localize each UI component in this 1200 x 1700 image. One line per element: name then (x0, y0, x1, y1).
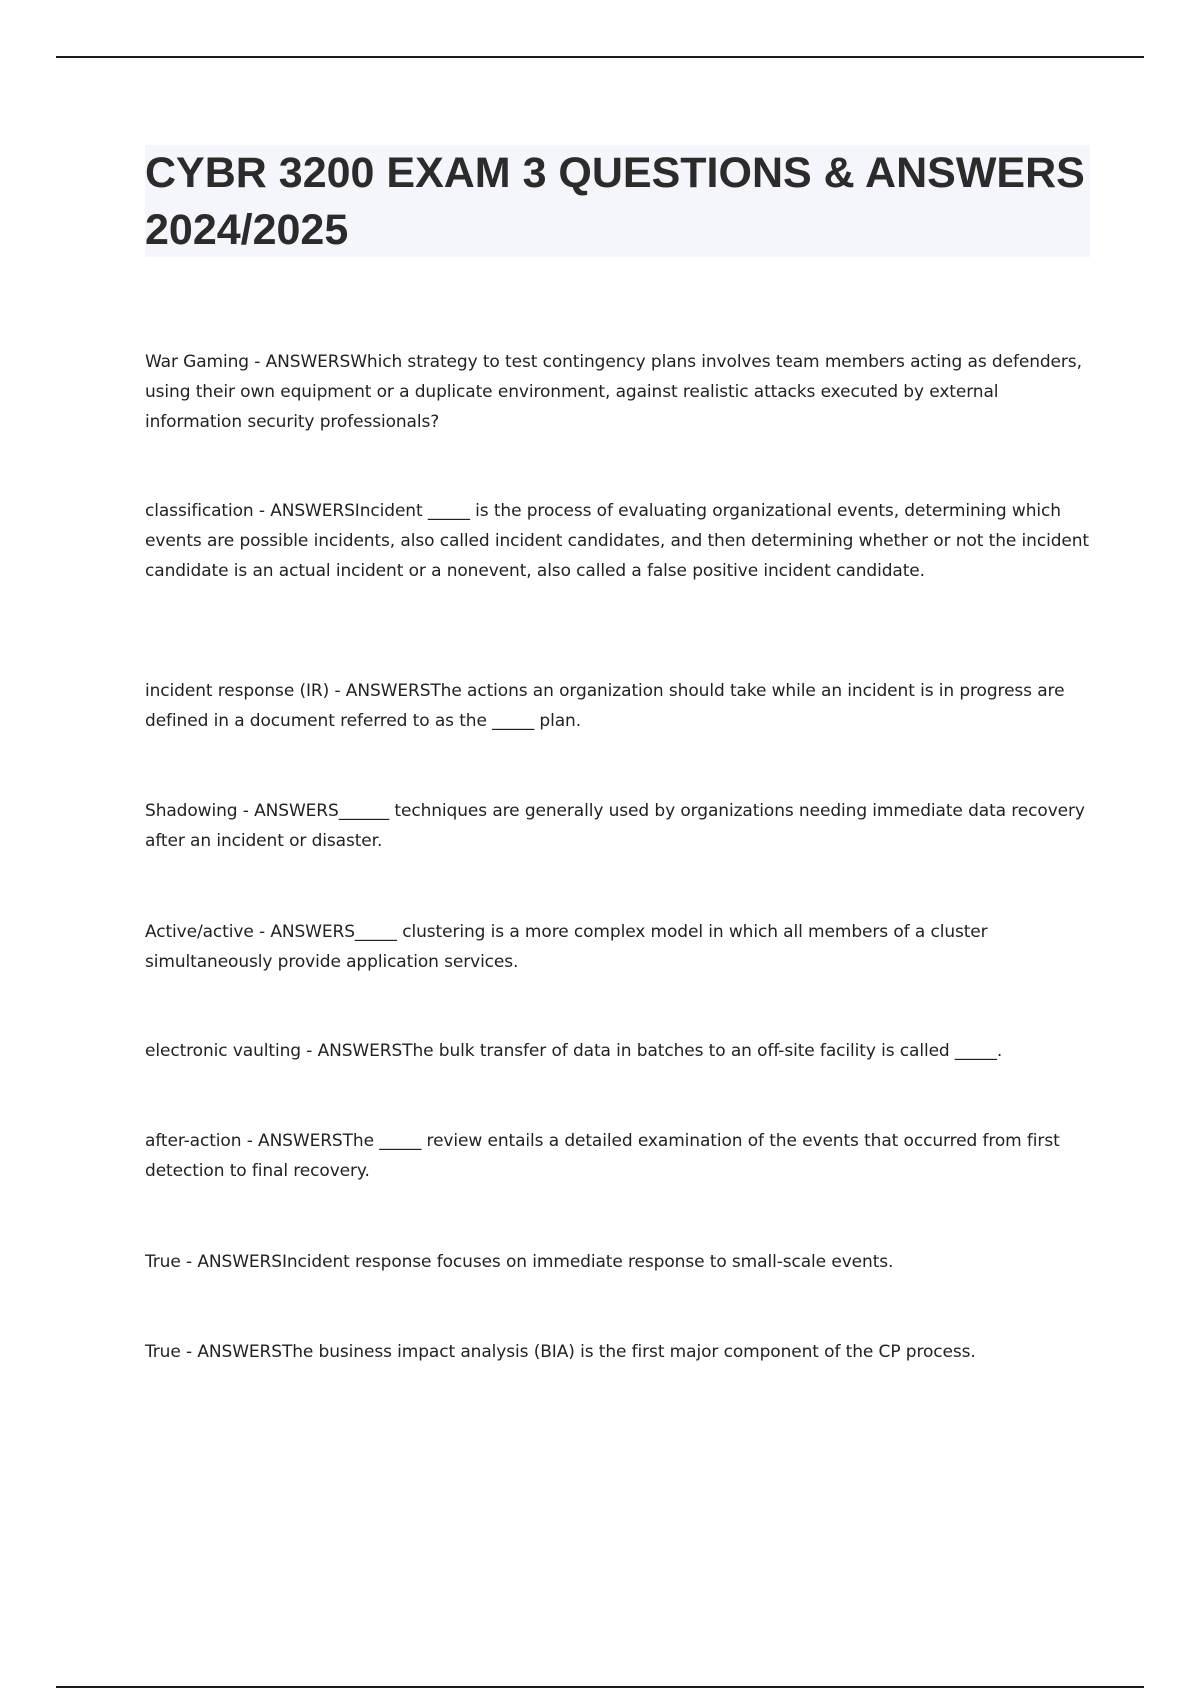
qa-item-active-active: Active/active - ANSWERS_____ clustering is a more complex model in which all members of a cluster simultaneously provide application services. (145, 922, 988, 972)
page-title: CYBR 3200 EXAM 3 QUESTIONS & ANSWERS 2024/2025 (145, 149, 1085, 254)
bottom-rule (56, 1686, 1144, 1688)
top-rule (56, 56, 1144, 58)
qa-item-true-bia: True - ANSWERSThe business impact analysis (BIA) is the first major component of the CP process. (145, 1342, 976, 1362)
qa-item-shadowing: Shadowing - ANSWERS______ techniques are generally used by organizations needing immediate data recovery after an incident or disaster. (145, 801, 1085, 851)
qa-item-war-gaming: War Gaming - ANSWERSWhich strategy to test contingency plans involves team members acting as defenders, using their own equipment or a duplicate environment, against realistic attacks executed by external information security professionals? (145, 352, 1082, 432)
qa-item-after-action: after-action - ANSWERSThe _____ review entails a detailed examination of the events that occurred from first detection to final recovery. (145, 1131, 1060, 1181)
qa-item-incident-response: incident response (IR) - ANSWERSThe actions an organization should take while an incident is in progress are defined in a document referred to as the _____ plan. (145, 681, 1065, 731)
qa-item-true-incident-response: True - ANSWERSIncident response focuses on immediate response to small-scale events. (145, 1252, 894, 1272)
qa-item-electronic-vaulting: electronic vaulting - ANSWERSThe bulk transfer of data in batches to an off-site facility is called _____. (145, 1041, 1003, 1061)
title-banner (145, 145, 1090, 257)
qa-item-classification: classification - ANSWERSIncident _____ is the process of evaluating organizational events, determining which events are possible incidents, also called incident candidates, and then determining whether or not the incident candidate is an actual incident or a nonevent, also called a false positive incident candidate. (145, 501, 1089, 581)
